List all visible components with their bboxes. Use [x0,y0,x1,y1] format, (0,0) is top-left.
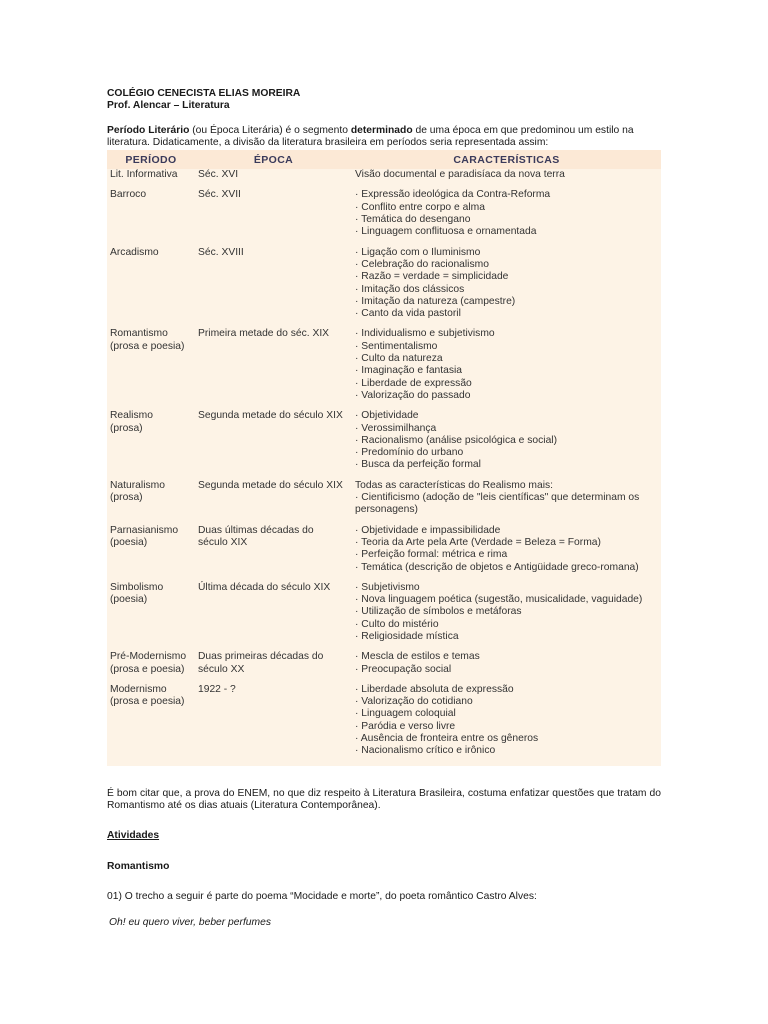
characteristics-cell [352,684,661,766]
characteristic-item: Visão documental e paradisíaca da nova terra [355,169,565,181]
intro-part2: de uma época em que predominou um estilo na literatura. Didaticamente, a divisão da literatura brasileira em períodos seria representada assim: [107,124,634,148]
intro-term: Período Literário [107,124,190,136]
characteristic-item: · Imaginação e fantasia [355,365,463,377]
epoch-cell: Primeira metade do séc. XIX [198,328,330,340]
characteristics-cell [352,525,661,582]
characteristic-item: · Ausência de fronteira entre os gêneros [355,733,539,745]
table-row [107,525,661,582]
characteristic-item: · Celebração do racionalismo [355,258,489,270]
header-characteristics: CARACTERÍSTICAS [352,150,661,169]
epoch-cell: Séc. XVII [198,189,241,201]
characteristics-cell [352,582,661,651]
characteristic-item: · Canto da vida pastoril [355,308,461,320]
period-cell: Modernismo (prosa e poesia) [110,683,185,708]
characteristic-item: · Culto do mistério [355,618,439,630]
characteristic-item: · Expressão ideológica da Contra-Reforma [355,189,551,201]
characteristics-cell [352,169,661,189]
characteristic-item: · Busca da perfeição formal [355,459,481,471]
characteristic-item: · Cientificismo (adoção de "leis científicas" que determinam os personagens) [355,492,640,516]
characteristic-item: · Conflito entre corpo e alma [355,201,485,213]
period-cell: Pré-Modernismo (prosa e poesia) [110,651,187,675]
characteristics-cell [352,247,661,329]
characteristic-item: · Mescla de estilos e temas [355,651,480,663]
period-cell: Barroco [110,189,147,201]
closing-paragraph: É bom citar que, a prova do ENEM, no que diz respeito à Literatura Brasileira, costuma enfatizar questões que tratam do Romantismo até os dias atuais (Literatura Contemporânea). [107,787,661,811]
characteristic-item: · Teoria da Arte pela Arte (Verdade = Beleza = Forma) [355,536,601,548]
epoch-cell: 1922 - ? [198,683,236,695]
characteristic-item: · Linguagem conflituosa e ornamentada [355,226,537,238]
epoch-cell: Última década do século XIX [198,581,331,593]
characteristic-item: Todas as características do Realismo mais: [355,479,554,491]
characteristic-item: · Perfeição formal: métrica e rima [355,549,508,561]
table-row [107,582,661,651]
characteristic-item: · Imitação dos clássicos [355,283,465,295]
poem-line: Oh! eu quero viver, beber perfumes [109,917,271,929]
table-row [107,684,661,766]
characteristic-item: · Temática (descrição de objetos e Antigüidade greco-romana) [355,561,639,573]
characteristic-item: · Liberdade de expressão [355,377,472,389]
table-row [107,480,661,525]
characteristics-cell [352,480,661,525]
characteristic-item: · Religiosidade mística [355,630,459,642]
header-period: PERÍODO [107,150,195,169]
characteristic-item: · Objetividade e impassibilidade [355,524,501,536]
characteristic-item: · Sentimentalismo [355,340,438,352]
intro-part1: (ou Época Literária) é o segmento [189,124,351,136]
characteristic-item: · Culto da natureza [355,353,443,365]
characteristic-item: · Verossimilhança [355,422,437,434]
question-text: 01) O trecho a seguir é parte do poema “Mocidade e morte”, do poeta romântico Castro Alves: [107,890,537,902]
characteristic-item: · Temática do desengano [355,214,471,226]
characteristic-item: · Preocupação social [355,663,452,675]
school-name: COLÉGIO CENECISTA ELIAS MOREIRA [107,88,301,99]
intro-paragraph [107,125,661,150]
epoch-cell: Duas últimas décadas do século XIX [198,524,314,548]
period-cell: Arcadismo [110,246,159,258]
characteristic-item: · Razão = verdade = simplicidade [355,271,509,283]
characteristic-item: · Racionalismo (análise psicológica e social) [355,434,558,446]
epoch-cell: Séc. XVIII [198,246,244,258]
characteristic-item: · Subjetivismo [355,581,420,593]
characteristic-item: · Nova linguagem poética (sugestão, musicalidade, vaguidade) [355,594,643,606]
activities-title: Atividades [107,830,160,842]
section-title: Romantismo [107,860,170,872]
period-cell: Realismo (prosa) [110,410,153,434]
epoch-cell: Segunda metade do século XIX [198,410,343,422]
table-body [107,169,661,765]
characteristic-item: · Imitação da natureza (campestre) [355,295,516,307]
table-row [107,410,661,479]
table-row [107,247,661,329]
period-cell: Parnasianismo (poesia) [110,524,179,548]
period-cell: Naturalismo (prosa) [110,479,165,504]
document-page [107,88,661,929]
characteristic-item: · Objetividade [355,410,419,422]
table-row [107,189,661,246]
period-cell: Lit. Informativa [110,169,178,181]
characteristic-item: · Nacionalismo crítico e irônico [355,745,496,757]
period-cell: Romantismo (prosa e poesia) [110,328,185,352]
characteristics-cell [352,189,661,246]
epoch-cell: Segunda metade do século XIX [198,479,343,491]
characteristic-item: · Linguagem coloquial [355,708,456,720]
characteristic-item: · Ligação com o Iluminismo [355,246,481,258]
period-cell: Simbolismo (poesia) [110,581,164,606]
teacher-line: Prof. Alencar – Literatura [107,100,230,112]
characteristic-item: · Liberdade absoluta de expressão [355,683,514,695]
epoch-cell: Séc. XVI [198,169,239,181]
characteristic-item: · Paródia e verso livre [355,720,456,732]
epoch-cell: Duas primeiras décadas do século XX [198,651,324,675]
characteristics-cell [352,651,661,684]
characteristics-cell [352,410,661,479]
characteristic-item: · Predomínio do urbano [355,447,464,459]
characteristic-item: · Utilização de símbolos e metáforas [355,606,522,618]
characteristics-cell [352,328,661,410]
characteristic-item: · Valorização do passado [355,389,471,401]
table-row [107,651,661,684]
characteristic-item: · Individualismo e subjetivismo [355,328,495,340]
characteristic-item: · Valorização do cotidiano [355,696,473,708]
table-row [107,169,661,189]
periods-table [107,150,661,765]
table-header-row [107,150,661,169]
header-epoch: ÉPOCA [195,150,352,169]
intro-emph: determinado [350,124,413,136]
table-row [107,328,661,410]
